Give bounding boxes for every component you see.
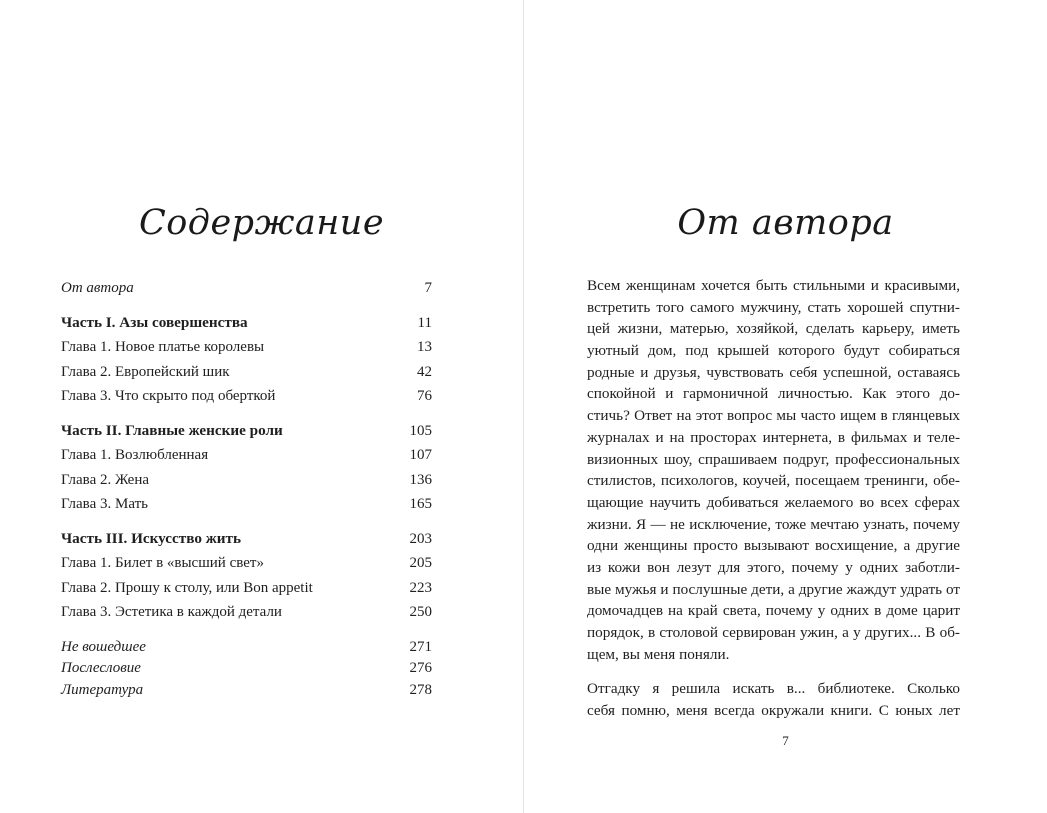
toc-entry[interactable] [61, 576, 432, 601]
text-line: из кожи вон лезут для этого, почему у одних заботли- [587, 558, 960, 576]
toc-entry[interactable] [61, 384, 432, 409]
toc-entry-page: 76 [417, 388, 432, 404]
toc-entry-page: 205 [409, 555, 432, 571]
text-line: порядок, в столовой сервирован ужин, а у других... В об- [587, 624, 960, 641]
spacer [61, 301, 432, 311]
toc-entry-page: 203 [409, 530, 432, 547]
paragraph-gap [587, 665, 960, 678]
toc-entry[interactable] [61, 443, 432, 468]
toc-entry-page: 165 [409, 496, 432, 512]
toc-entry-page: 271 [409, 638, 432, 655]
toc-entry-label: Глава 3. Мать [61, 496, 148, 512]
toc-entry-page: 105 [409, 422, 432, 439]
text-line: уютный дом, под крышей которого будут собираться [587, 342, 960, 360]
text-line: визионных шоу, спрашиваем подруг, профессиональных [587, 450, 960, 468]
text-line: цей жизни, матерью, хозяйкой, сделать карьеру, иметь [587, 320, 960, 338]
toc-entry-label: Глава 3. Эстетика в каждой детали [61, 604, 282, 620]
toc-entry[interactable] [61, 360, 432, 385]
toc-entry-page: 276 [409, 660, 432, 676]
left-page [0, 0, 523, 813]
toc-entry-page: 42 [417, 363, 432, 380]
right-page [524, 0, 1047, 813]
toc-entry[interactable] [61, 468, 432, 493]
toc-entry-label: Глава 2. Европейский шик [61, 363, 230, 380]
text-line: родные и друзья, чувствовать себя успешной, оставаясь [587, 363, 960, 381]
toc-entry-page: 136 [409, 471, 432, 488]
spacer [61, 517, 432, 527]
text-line: Отгадку я решила искать в... библиотеке. Сколько [587, 680, 960, 698]
toc-entry-label: Глава 1. Билет в «высший свет» [61, 555, 264, 571]
spacer [61, 409, 432, 419]
toc-entry-label: Глава 3. Что скрыто под оберткой [61, 388, 276, 404]
table-of-contents [61, 276, 432, 701]
text-line: вые мужья и послушные дети, а другие жаждут удрать от [587, 580, 960, 598]
toc-entry[interactable] [61, 600, 432, 625]
toc-entry[interactable] [61, 276, 432, 301]
text-line: щающие научить добиваться желаемого во всех сферах [587, 493, 960, 511]
toc-entry-label: Часть II. Главные женские роли [61, 421, 283, 439]
toc-entry[interactable] [61, 637, 432, 659]
toc-entry-label: Глава 2. Жена [61, 471, 150, 488]
chapter-title: От автора [677, 203, 894, 243]
toc-entry[interactable] [61, 492, 432, 517]
toc-part-entry[interactable] [61, 527, 432, 552]
text-line: домочадцев на край света, почему у одних в доме царит [587, 602, 960, 620]
toc-entry-label: Послесловие [61, 660, 141, 676]
toc-entry[interactable] [61, 658, 432, 680]
text-line: Всем женщинам хочется быть стильными и красивыми, [587, 277, 960, 294]
text-line: встретить того самого мужчину, стать хорошей спутни- [587, 298, 960, 316]
toc-part-entry[interactable] [61, 311, 432, 336]
text-line: щем, вы меня поняли. [587, 645, 730, 663]
text-line: жизни. Я — не исключение, тоже мечтаю узнать, почему [587, 515, 960, 533]
toc-entry[interactable] [61, 551, 432, 576]
toc-entry-label: Глава 1. Новое платье королевы [61, 339, 265, 355]
body-text [587, 275, 960, 722]
toc-entry-label: Глава 2. Прошу к столу, или Bon appetit [61, 579, 313, 596]
toc-entry-label: Глава 1. Возлюбленная [61, 447, 209, 463]
toc-entry-page: 13 [417, 339, 432, 355]
spacer [61, 625, 432, 637]
text-line: себя помню, меня всегда окружали книги. С юных лет [587, 702, 960, 720]
text-line: стилистов, психологов, коучей, посещаем тренинги, обе- [587, 472, 960, 490]
toc-entry-page: 7 [424, 280, 432, 296]
toc-entry-page: 278 [409, 681, 432, 698]
toc-entry-label: От автора [61, 280, 134, 296]
toc-entry[interactable] [61, 335, 432, 360]
text-line: стичь? Ответ на этот вопрос мы часто ищем в глянцевых [587, 407, 960, 425]
toc-title: Содержание [138, 203, 385, 243]
text-line: одни женщины просто вызывают восхищение, а другие [587, 537, 960, 555]
toc-part-entry[interactable] [61, 419, 432, 444]
toc-entry-page: 11 [417, 314, 432, 331]
page-number: 7 [782, 733, 789, 748]
toc-entry-page: 107 [409, 447, 432, 463]
toc-entry-label: Литература [61, 681, 144, 698]
toc-entry-label: Часть III. Искусство жить [61, 529, 241, 547]
toc-entry-page: 250 [409, 604, 432, 620]
toc-entry-page: 223 [409, 579, 432, 596]
text-line: журналах и на просторах интернета, в фильмах и теле- [587, 428, 960, 446]
toc-entry-label: Не вошедшее [61, 638, 146, 655]
text-line: спокойной и гармоничной личностью. Как этого до- [587, 385, 960, 403]
toc-entry[interactable] [61, 680, 432, 702]
toc-entry-label: Часть I. Азы совершенства [61, 313, 248, 331]
